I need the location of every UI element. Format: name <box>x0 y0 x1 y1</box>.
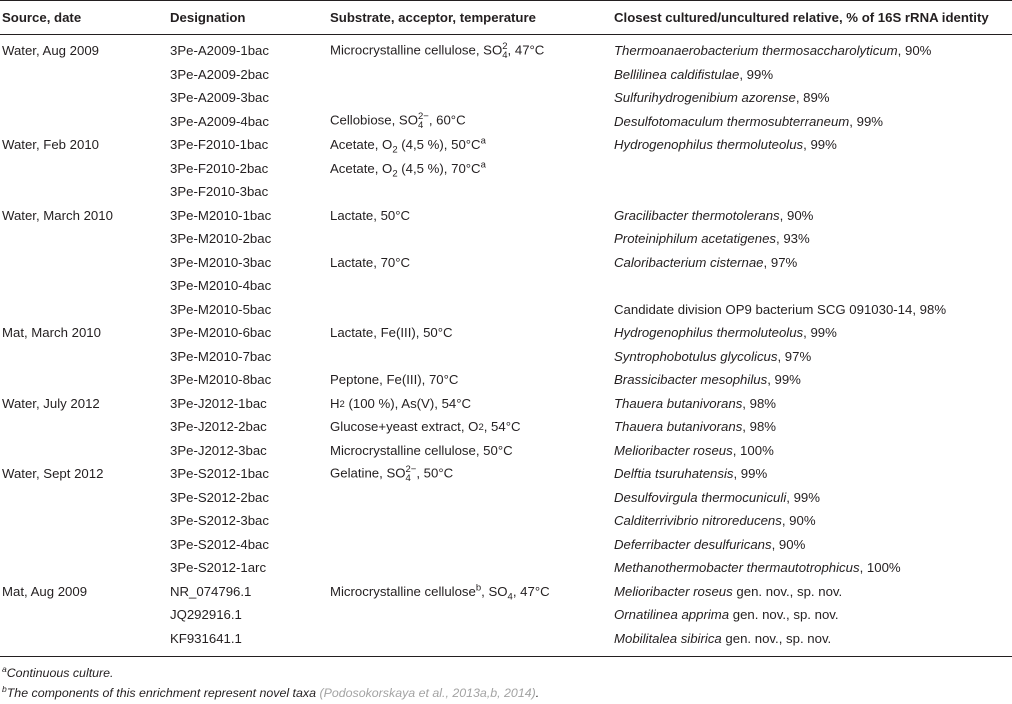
cell-source <box>0 556 170 580</box>
cell-source <box>0 415 170 439</box>
table-body <box>0 35 1012 657</box>
cell-designation: 3Pe-A2009-2bac <box>170 66 269 82</box>
identity-value: , 90% <box>897 43 932 59</box>
table-row <box>0 486 1012 510</box>
cell-designation: 3Pe-M2010-1bac <box>170 207 272 223</box>
cell-source <box>0 603 170 627</box>
cell-substrate: Acetate, $O_2$ (4,5 %), $70^\circ C^a$ <box>330 159 486 180</box>
table-row <box>0 110 1012 134</box>
cell-substrate: Glucose+yeast extract, O 2 , 54°C <box>330 419 521 435</box>
table-row <box>0 180 1012 204</box>
organism-name: Thermoanaerobacterium thermosaccharolyticum <box>614 43 898 59</box>
cell-substrate <box>330 533 614 557</box>
table-row <box>0 392 1012 416</box>
cell-substrate <box>330 63 614 87</box>
citation: (Podosokorskaya et al., 2013a,b, 2014) <box>319 686 536 700</box>
footnote-a: $^a$Continuous culture. <box>2 663 114 680</box>
table-row <box>0 227 1012 251</box>
footnote-b: $^b$The components of this enrichment represent novel taxa (Podosokorskaya et al., 2013a,b, 2014). <box>2 683 540 700</box>
cell-relative <box>614 35 1012 63</box>
cell-source <box>0 533 170 557</box>
cell-designation: 3Pe-A2009-3bac <box>170 90 269 106</box>
cell-designation: JQ292916.1 <box>170 607 242 623</box>
cell-relative <box>614 110 1012 134</box>
identity-value: Candidate division OP9 bacterium SCG 091030-14, 98% <box>614 301 947 317</box>
cell-relative <box>614 509 1012 533</box>
cell-designation: 3Pe-A2009-4bac <box>170 113 269 129</box>
organism-name: Bellilinea caldifistulae <box>614 66 740 82</box>
identity-value: , 98% <box>742 419 777 435</box>
table-row <box>0 204 1012 228</box>
cell-source <box>0 439 170 463</box>
table-row <box>0 157 1012 181</box>
cell-substrate: Microcrystalline cellulose, SO 2 4 , 47°C <box>330 40 545 61</box>
cell-source <box>0 298 170 322</box>
cell-relative <box>614 533 1012 557</box>
cell-substrate <box>330 274 614 298</box>
table-header <box>0 1 1012 35</box>
cell-source <box>0 251 170 275</box>
cell-relative <box>614 157 1012 181</box>
cell-substrate: Cellobiose, SO 2− 4 , 60°C <box>330 111 466 132</box>
table-row <box>0 86 1012 110</box>
cell-source: Water, July 2012 <box>2 395 100 411</box>
cell-substrate: Peptone, Fe(III), 70°C <box>330 372 459 388</box>
identity-value: , 90% <box>781 513 816 529</box>
cell-source <box>0 157 170 181</box>
table-row <box>0 556 1012 580</box>
cell-substrate: Lactate, 50°C <box>330 207 411 223</box>
cell-relative <box>614 439 1012 463</box>
cell-designation: 3Pe-M2010-6bac <box>170 325 272 341</box>
organism-name: Melioribacter roseus <box>614 583 733 599</box>
organism-name: Caloribacterium cisternae <box>614 254 764 270</box>
header-substrate: Substrate, acceptor, temperature <box>330 1 614 35</box>
cell-designation: 3Pe-S2012-1bac <box>170 466 269 482</box>
cell-designation: 3Pe-M2010-7bac <box>170 348 272 364</box>
identity-value: gen. nov., sp. nov. <box>729 607 839 623</box>
cell-relative <box>614 486 1012 510</box>
table-row <box>0 580 1012 604</box>
cell-relative <box>614 627 1012 657</box>
cell-substrate <box>330 227 614 251</box>
cell-substrate <box>330 556 614 580</box>
cell-designation: 3Pe-M2010-3bac <box>170 254 272 270</box>
identity-value: , 99% <box>733 466 768 482</box>
table-row <box>0 439 1012 463</box>
identity-value: gen. nov., sp. nov. <box>732 583 843 599</box>
cell-substrate: Microcrystalline cellulose$^b$, $SO_4$, 47°C <box>330 582 550 603</box>
cell-relative <box>614 603 1012 627</box>
cell-designation: 3Pe-S2012-2bac <box>170 489 269 505</box>
cell-relative <box>614 298 1012 322</box>
cell-relative <box>614 580 1012 604</box>
table-row <box>0 63 1012 87</box>
table-row <box>0 274 1012 298</box>
organism-name: Sulfurihydrogenibium azorense <box>614 90 796 106</box>
cell-substrate <box>330 298 614 322</box>
table-row <box>0 415 1012 439</box>
organism-name: Proteiniphilum acetatigenes <box>614 231 777 247</box>
cell-source: Water, Feb 2010 <box>2 137 100 153</box>
cell-designation: 3Pe-J2012-3bac <box>170 442 267 458</box>
identity-value: , 99% <box>739 66 774 82</box>
cell-designation: 3Pe-J2012-1bac <box>170 395 267 411</box>
organism-name: Mobilitalea sibirica <box>614 630 722 646</box>
cell-designation: 3Pe-S2012-4bac <box>170 536 269 552</box>
cell-substrate: Gelatine, SO 2− 4 , 50°C <box>330 463 454 484</box>
cell-relative <box>614 86 1012 110</box>
organism-name: Methanothermobacter thermautotrophicus <box>614 560 860 576</box>
organism-name: Melioribacter roseus <box>614 442 733 458</box>
header-source: Source, date <box>0 1 170 35</box>
organism-name: Gracilibacter thermotolerans <box>614 207 780 223</box>
cell-designation: 3Pe-F2010-2bac <box>170 160 269 176</box>
organism-name: Ornatilinea apprima <box>614 607 730 623</box>
cell-source: Mat, March 2010 <box>2 325 101 341</box>
table-row <box>0 35 1012 63</box>
cell-substrate <box>330 627 614 657</box>
cell-designation: 3Pe-A2009-1bac <box>170 43 269 59</box>
identity-value: , 89% <box>795 90 830 106</box>
cell-relative <box>614 368 1012 392</box>
cell-source <box>0 368 170 392</box>
footnotes <box>2 663 1002 703</box>
cell-substrate: H 2 (100 %), As(V), 54°C <box>330 395 472 411</box>
cell-source <box>0 180 170 204</box>
table-row <box>0 533 1012 557</box>
identity-value: , 100% <box>859 560 901 576</box>
organism-name: Thauera butanivorans <box>614 419 743 435</box>
cell-substrate <box>330 180 614 204</box>
cell-substrate <box>330 486 614 510</box>
cell-source <box>0 63 170 87</box>
identity-value: gen. nov., sp. nov. <box>721 630 832 646</box>
identity-value: , 93% <box>776 231 810 247</box>
cell-substrate <box>330 345 614 369</box>
cell-designation: 3Pe-M2010-4bac <box>170 278 272 294</box>
table-row <box>0 345 1012 369</box>
organism-name: Thauera butanivorans <box>614 395 743 411</box>
cell-relative <box>614 227 1012 251</box>
header-relative: Closest cultured/uncultured relative, % of 16S rRNA identity <box>614 1 1012 35</box>
organism-name: Hydrogenophilus thermoluteolus <box>614 325 804 341</box>
cell-designation: 3Pe-J2012-2bac <box>170 419 267 435</box>
organism-name: Desulfovirgula thermocuniculi <box>614 489 787 505</box>
identity-value: , 99% <box>786 489 820 505</box>
cell-substrate <box>330 509 614 533</box>
cell-source <box>0 274 170 298</box>
organism-name: Brassicibacter mesophilus <box>614 372 768 388</box>
identity-value: , 90% <box>779 207 814 223</box>
table-row <box>0 133 1012 157</box>
cell-source: Mat, Aug 2009 <box>2 583 88 599</box>
cell-source <box>0 509 170 533</box>
cell-source <box>0 227 170 251</box>
cell-designation: 3Pe-S2012-1arc <box>170 560 267 576</box>
table-row <box>0 462 1012 486</box>
identity-value: , 98% <box>742 395 777 411</box>
cell-substrate: Lactate, Fe(III), 50°C <box>330 325 453 341</box>
identity-value: , 99% <box>803 137 837 153</box>
cell-relative <box>614 345 1012 369</box>
cell-substrate: Microcrystalline cellulose, 50°C <box>330 442 513 458</box>
cell-substrate <box>330 86 614 110</box>
cell-substrate <box>330 603 614 627</box>
cell-source <box>0 345 170 369</box>
table-row <box>0 298 1012 322</box>
organism-name: Deferribacter desulfuricans <box>614 536 772 552</box>
cell-designation: 3Pe-F2010-1bac <box>170 137 269 153</box>
cell-substrate: Acetate, $O_2$ (4,5 %), $50^\circ C^a$ <box>330 135 486 156</box>
cell-substrate: Lactate, 70°C <box>330 254 411 270</box>
identity-value: , 100% <box>732 442 774 458</box>
identity-value: , 97% <box>777 348 812 364</box>
cell-source: Water, Aug 2009 <box>2 43 100 59</box>
cell-source: Water, March 2010 <box>2 207 113 223</box>
cell-relative <box>614 321 1012 345</box>
identity-value: , 99% <box>803 325 837 341</box>
table-row <box>0 368 1012 392</box>
identity-value: , 90% <box>771 536 806 552</box>
table-row <box>0 509 1012 533</box>
cell-designation: 3Pe-M2010-5bac <box>170 301 272 317</box>
header-designation: Designation <box>170 1 330 35</box>
identity-value: , 99% <box>849 113 884 129</box>
cell-designation: 3Pe-M2010-8bac <box>170 372 272 388</box>
cell-relative <box>614 251 1012 275</box>
cell-relative <box>614 556 1012 580</box>
cell-designation: 3Pe-S2012-3bac <box>170 513 269 529</box>
cell-designation: KF931641.1 <box>170 627 330 657</box>
cell-source <box>0 110 170 134</box>
cell-relative <box>614 180 1012 204</box>
table-row <box>0 603 1012 627</box>
organism-name: Hydrogenophilus thermoluteolus <box>614 137 804 153</box>
table-row <box>0 627 1012 657</box>
organism-name: Desulfotomaculum thermosubterraneum <box>614 113 850 129</box>
table-row <box>0 321 1012 345</box>
cell-relative <box>614 392 1012 416</box>
cell-relative <box>614 133 1012 157</box>
cell-designation: NR_074796.1 <box>170 583 252 599</box>
cell-relative <box>614 415 1012 439</box>
cell-designation: 3Pe-F2010-3bac <box>170 184 269 200</box>
organism-name: Delftia tsuruhatensis <box>614 466 734 482</box>
cell-source: Water, Sept 2012 <box>2 466 104 482</box>
cell-source <box>0 627 170 657</box>
cell-designation: 3Pe-M2010-2bac <box>170 231 272 247</box>
organism-name: Syntrophobotulus glycolicus <box>614 348 778 364</box>
identity-value: , 99% <box>767 372 801 388</box>
cell-relative <box>614 462 1012 486</box>
cell-relative <box>614 204 1012 228</box>
identity-value: , 97% <box>763 254 798 270</box>
cell-source <box>0 86 170 110</box>
cell-relative <box>614 63 1012 87</box>
cell-source <box>0 486 170 510</box>
organism-name: Calditerrivibrio nitroreducens <box>614 513 782 529</box>
table-row <box>0 251 1012 275</box>
cell-relative <box>614 274 1012 298</box>
